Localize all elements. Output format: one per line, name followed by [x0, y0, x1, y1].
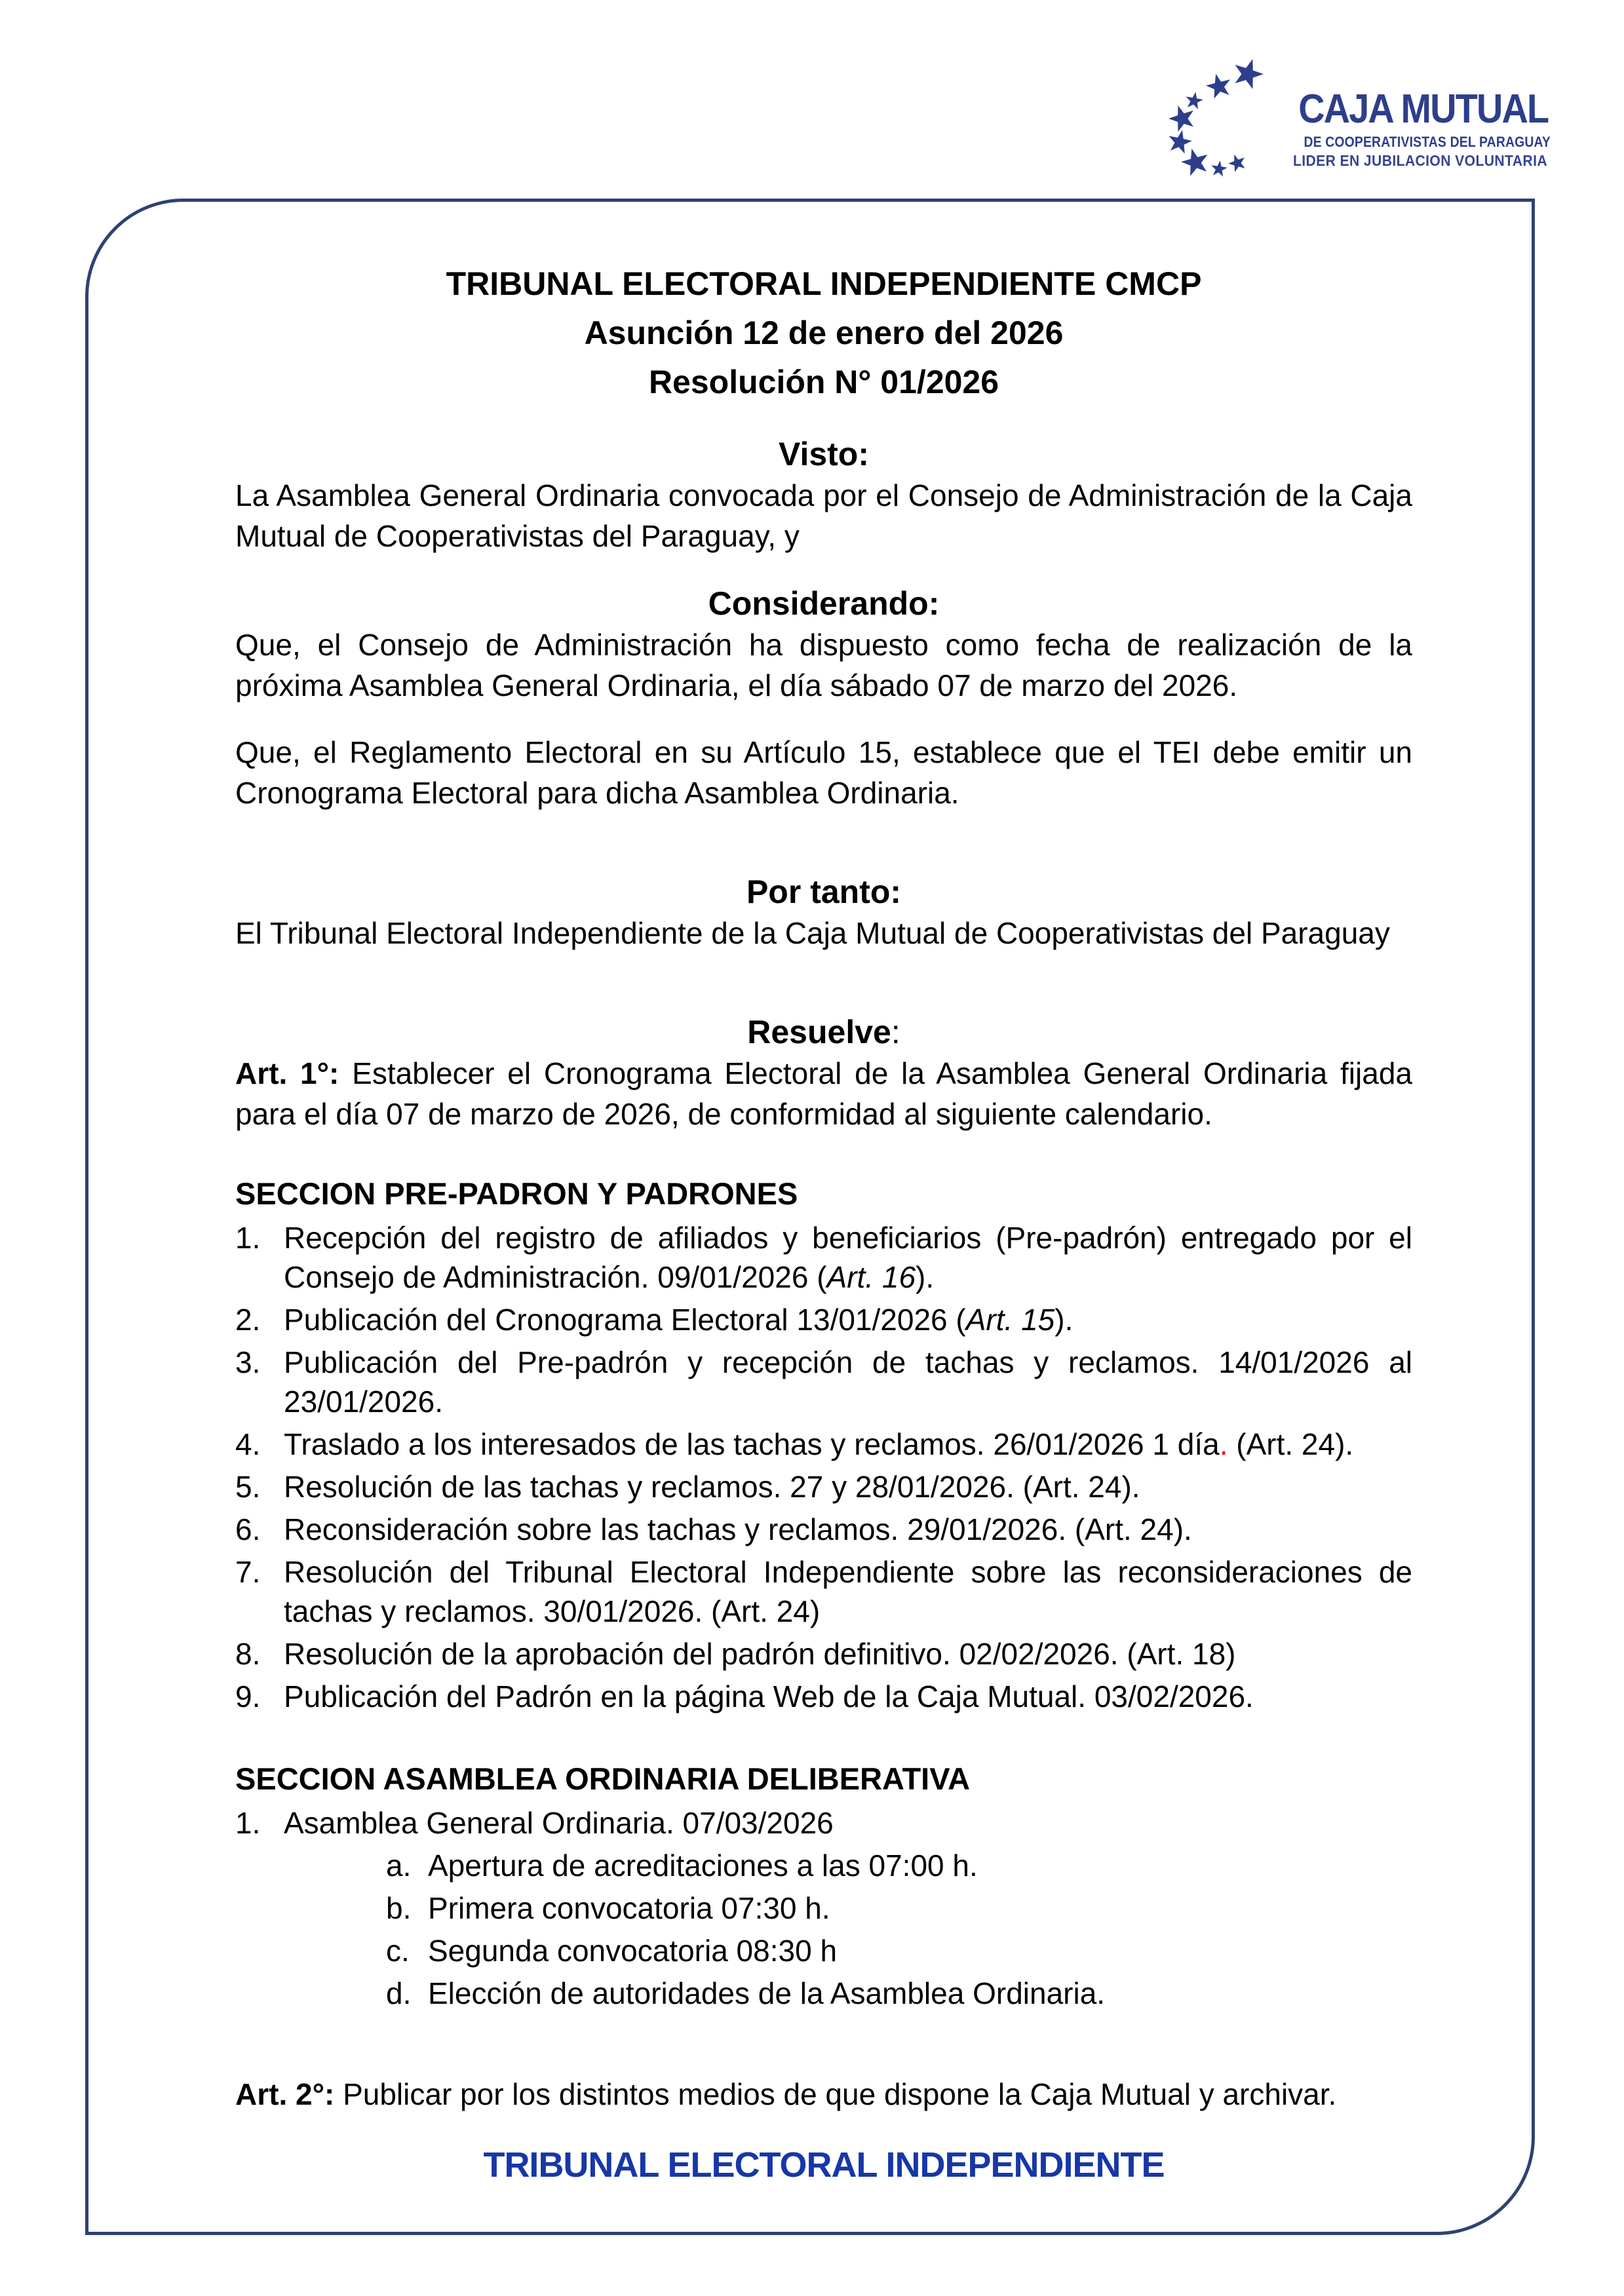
- list-item-number: 9.: [235, 1679, 261, 1713]
- paragraph-considerando-1: Que, el Consejo de Administración ha dispuesto como fecha de realización de la próxima Asamblea General Ordinaria, el día sábado 07 de marzo del 2026.: [235, 628, 1412, 702]
- doc-title: [235, 259, 1412, 407]
- doc-title-line3: Resolución N° 01/2026: [648, 364, 999, 400]
- paragraph-visto: La Asamblea General Ordinaria convocada por el Consejo de Administración de la Caja Mutual de Cooperativistas del Paraguay, y: [235, 478, 1412, 553]
- list-item-number: c.: [386, 1934, 410, 1968]
- list-item-text: Resolución de la aprobación del padrón definitivo. 02/02/2026. (Art. 18): [284, 1637, 1236, 1671]
- list-item: [235, 1634, 1412, 1674]
- logo-title: CAJA MUTUAL: [1298, 86, 1549, 132]
- doc-title-line1: TRIBUNAL ELECTORAL INDEPENDIENTE CMCP: [446, 265, 1202, 302]
- list-item-text: Reconsideración sobre las tachas y reclamos. 29/01/2026. (Art. 24).: [284, 1512, 1192, 1546]
- list-item: [386, 1888, 1412, 1928]
- list-item-number: 2.: [235, 1303, 261, 1337]
- list-item: [386, 1846, 1412, 1885]
- list-item: [235, 1218, 1412, 1297]
- list-item: [235, 1467, 1412, 1506]
- heading-seccion-asamblea: SECCION ASAMBLEA ORDINARIA DELIBERATIVA: [235, 1761, 971, 1796]
- paragraph-por-tanto: El Tribunal Electoral Independiente de la Caja Mutual de Cooperativistas del Paraguay: [235, 916, 1390, 950]
- list-item-number: 1.: [235, 1221, 261, 1255]
- list-item-number: 3.: [235, 1345, 261, 1379]
- art2-label: Art. 2°:: [235, 2077, 335, 2111]
- list-item-number: b.: [386, 1891, 412, 1925]
- doc-title-line2: Asunción 12 de enero del 2026: [584, 315, 1064, 351]
- heading-seccion-prepadron: SECCION PRE-PADRON Y PADRONES: [235, 1176, 798, 1211]
- paragraph-art2: [235, 2074, 1412, 2114]
- list-item: [235, 1425, 1412, 1464]
- art1-text: Establecer el Cronograma Electoral de la Asamblea General Ordinaria fijada para el día 07 de marzo de 2026, de conformidad al siguiente calendario.: [235, 1056, 1412, 1131]
- list-item-text: Resolución del Tribunal Electoral Independiente sobre las reconsideraciones de tachas y reclamos. 30/01/2026. (Art. 24): [284, 1555, 1412, 1628]
- list-item-text: Segunda convocatoria 08:30 h: [428, 1934, 838, 1968]
- list-item-number: 4.: [235, 1427, 261, 1461]
- list-item: [386, 1974, 1412, 2013]
- art2-text: Publicar por los distintos medios de que dispone la Caja Mutual y archivar.: [334, 2077, 1337, 2111]
- list-item-number: d.: [386, 1976, 412, 2010]
- list-item-number: 6.: [235, 1512, 261, 1546]
- list-item: [235, 1803, 1412, 1843]
- logo-stars-icon: [1168, 56, 1267, 185]
- list-item: [235, 1343, 1412, 1421]
- footer-title: TRIBUNAL ELECTORAL INDEPENDIENTE: [483, 2145, 1165, 2185]
- section-heading-considerando: Considerando:: [708, 585, 940, 622]
- logo-subtitle-2: LIDER EN JUBILACION VOLUNTARIA: [1292, 152, 1547, 170]
- list-item-text: Elección de autoridades de la Asamblea Ordinaria.: [428, 1976, 1106, 2010]
- list-item: [235, 1677, 1412, 1716]
- list-item-text: Publicación del Cronograma Electoral 13/01/2026 (Art. 15).: [284, 1303, 1073, 1337]
- list-item-number: 1.: [235, 1806, 261, 1840]
- list-item-text: Primera convocatoria 07:30 h.: [428, 1891, 830, 1925]
- section-heading-por-tanto: Por tanto:: [746, 873, 902, 910]
- section-heading-resuelve: Resuelve:: [747, 1014, 900, 1050]
- list-item-text: Resolución de las tachas y reclamos. 27 y 28/01/2026. (Art. 24).: [284, 1470, 1140, 1504]
- section-heading-visto: Visto:: [779, 436, 869, 472]
- document-frame: [85, 199, 1535, 2235]
- list-item-number: 5.: [235, 1470, 261, 1504]
- list-item-text: Publicación del Pre-padrón y recepción de tachas y reclamos. 14/01/2026 al 23/01/2026.: [284, 1345, 1412, 1419]
- list-item: [235, 1552, 1412, 1631]
- list-item-text: Apertura de acreditaciones a las 07:00 h.: [428, 1848, 978, 1883]
- list-item: [235, 1300, 1412, 1339]
- list-item: [386, 1931, 1412, 1970]
- art1-label: Art. 1°:: [235, 1056, 339, 1090]
- list-item-number: 7.: [235, 1555, 261, 1589]
- list-item-text: Traslado a los interesados de las tachas y reclamos. 26/01/2026 1 día. (Art. 24).: [284, 1427, 1354, 1461]
- list-item-text: Asamblea General Ordinaria. 07/03/2026: [284, 1806, 834, 1840]
- list-item: [235, 1510, 1412, 1549]
- list-item-text: Publicación del Padrón en la página Web de la Caja Mutual. 03/02/2026.: [284, 1679, 1254, 1713]
- list-item-text: Recepción del registro de afiliados y beneficiarios (Pre-padrón) entregado por el Consejo de Administración. 09/01/2026 (Art. 16).: [284, 1221, 1412, 1294]
- logo-text-block: [1271, 86, 1551, 170]
- paragraph-considerando-2: Que, el Reglamento Electoral en su Artículo 15, establece que el TEI debe emitir un Cronograma Electoral para dicha Asamblea Ordinaria.: [235, 735, 1412, 810]
- logo-subtitle-1: DE COOPERATIVISTAS DEL PARAGUAY: [1304, 134, 1551, 150]
- list-prepadron: [235, 1218, 1412, 1719]
- caja-mutual-logo: [1168, 52, 1555, 169]
- list-asamblea: [235, 1803, 1412, 2016]
- list-item-number: a.: [386, 1848, 412, 1883]
- list-item-number: 8.: [235, 1637, 261, 1671]
- paragraph-art1: [235, 1053, 1412, 1134]
